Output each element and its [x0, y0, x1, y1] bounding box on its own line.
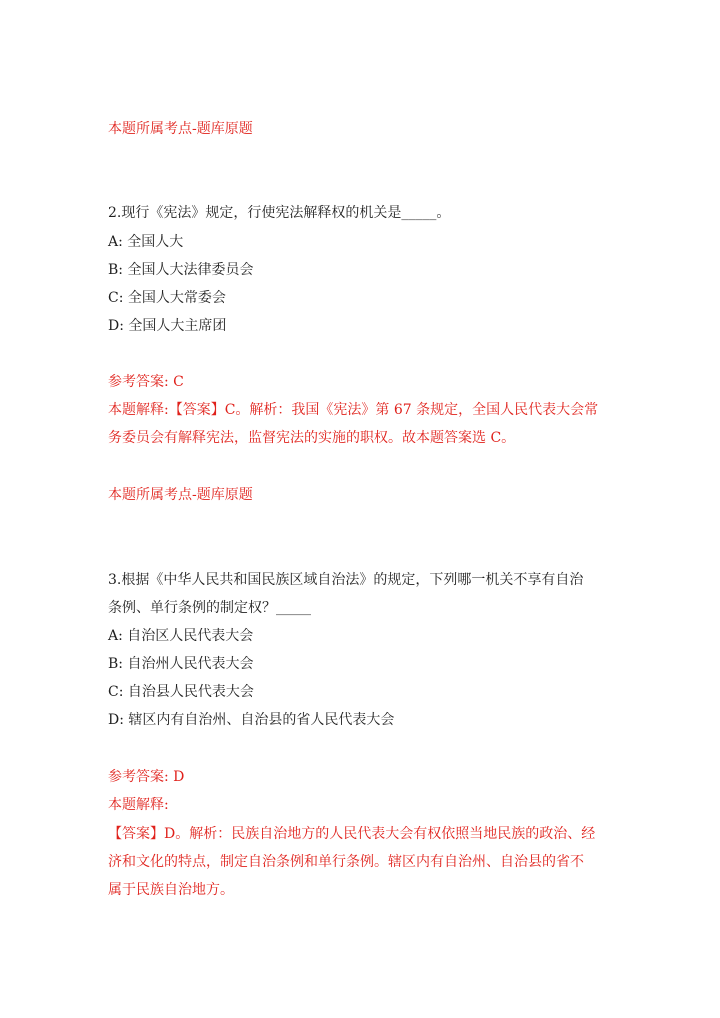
question-source-label: 本题所属考点-题库原题	[108, 121, 253, 137]
question-3-explanation-line-2: 济和文化的特点，制定自治条例和单行条例。辖区内有自治州、自治县的省不	[108, 854, 584, 870]
question-3-stem-line-2: 条例、单行条例的制定权？_____	[108, 600, 311, 616]
question-2-option-c: C: 全国人大常委会	[108, 290, 226, 306]
question-3-option-a: A: 自治区人民代表大会	[108, 628, 254, 644]
question-3-answer: 参考答案: D	[108, 769, 185, 785]
question-2-answer: 参考答案: C	[108, 374, 184, 390]
question-2-option-a: A: 全国人大	[108, 234, 184, 250]
question-2-explanation-line-1: 本题解释:【答案】C。解析：我国《宪法》第 67 条规定，全国人民代表大会常	[108, 402, 599, 418]
question-3-option-d: D: 辖区内有自治州、自治县的省人民代表大会	[108, 712, 395, 728]
question-3-explanation-label: 本题解释:	[108, 797, 169, 813]
question-2-source-label: 本题所属考点-题库原题	[108, 487, 253, 503]
question-3-option-c: C: 自治县人民代表大会	[108, 684, 254, 700]
question-3-option-b: B: 自治州人民代表大会	[108, 656, 254, 672]
question-2-option-b: B: 全国人大法律委员会	[108, 262, 254, 278]
question-3-explanation-line-3: 属于民族自治地方。	[108, 882, 234, 898]
question-2-explanation-line-2: 务委员会有解释宪法，监督宪法的实施的职权。故本题答案选 C。	[108, 430, 516, 446]
question-3-stem-line-1: 3.根据《中华人民共和国民族区域自治法》的规定，下列哪一机关不享有自治	[108, 572, 584, 588]
question-3-explanation-line-1: 【答案】D。解析：民族自治地方的人民代表大会有权依照当地民族的政治、经	[108, 826, 596, 842]
question-2-stem: 2.现行《宪法》规定，行使宪法解释权的机关是_____。	[108, 205, 451, 221]
question-2-option-d: D: 全国人大主席团	[108, 318, 227, 334]
